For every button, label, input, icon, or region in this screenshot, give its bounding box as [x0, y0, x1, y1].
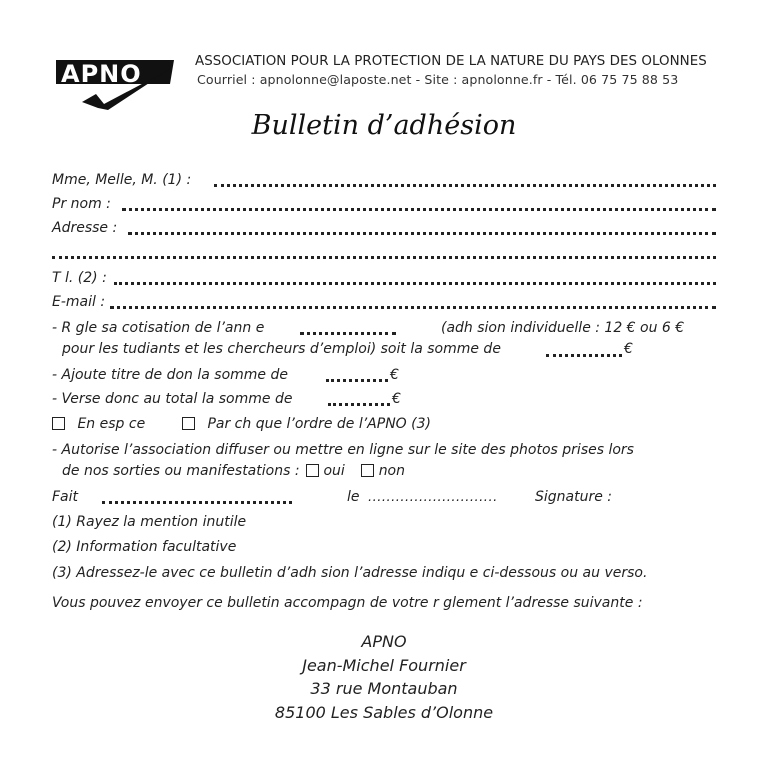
note-2: (2) Information facultative — [52, 539, 237, 555]
cotisation-amount-field[interactable] — [546, 354, 622, 357]
don-amount-field[interactable] — [326, 379, 388, 382]
address-field-line1[interactable] — [128, 232, 716, 235]
fait-label: Fait — [52, 489, 79, 505]
consent-yes-checkbox[interactable] — [306, 464, 319, 477]
cotisation-note: (adh sion individuelle : 12 € ou 6 € — [441, 320, 685, 336]
le-label: le — [347, 489, 360, 505]
email-label: E-mail : — [52, 294, 106, 310]
email-field[interactable] — [110, 306, 716, 309]
note-1: (1) Rayez la mention inutile — [52, 514, 247, 530]
cotisation-label: - R gle sa cotisation de l’ann e — [52, 320, 265, 336]
consent-line1: - Autorise l’association diffuser ou mettre en ligne sur le site des photos prises lors — [52, 442, 634, 458]
phone-field[interactable] — [114, 282, 716, 285]
address-field-line2[interactable] — [52, 256, 716, 259]
send-instruction: Vous pouvez envoyer ce bulletin accompagn de votre r glement l’adresse suivante : — [52, 595, 643, 611]
consent-yes-label: oui — [323, 463, 345, 479]
firstname-label: Pr nom : — [52, 196, 111, 212]
name-field[interactable] — [214, 184, 716, 187]
address-label: Adresse : — [52, 220, 118, 236]
don-label: - Ajoute titre de don la somme de — [52, 367, 288, 383]
name-label: Mme, Melle, M. (1) : — [52, 172, 192, 188]
euro-sign: € — [390, 367, 399, 383]
phone-label: T l. (2) : — [52, 270, 107, 286]
signature-label: Signature : — [535, 489, 613, 505]
address-city: 85100 Les Sables d’Olonne — [274, 703, 494, 722]
check-label: Par ch que l’ordre de l’APNO (3) — [207, 416, 431, 432]
firstname-field[interactable] — [122, 208, 716, 211]
consent-no-checkbox[interactable] — [361, 464, 374, 477]
fait-place-field[interactable] — [102, 501, 292, 504]
consent-no-label: non — [378, 463, 405, 479]
note-3: (3) Adressez-le avec ce bulletin d’adh sion l’adresse indiqu e ci-dessous ou au verso. — [52, 565, 648, 581]
year-field[interactable] — [300, 332, 396, 335]
cash-label: En esp ce — [77, 416, 146, 432]
address-street: 33 rue Montauban — [310, 679, 458, 698]
apno-logo — [52, 54, 178, 110]
org-name: ASSOCIATION POUR LA PROTECTION DE LA NATURE DU PAYS DES OLONNES — [195, 54, 707, 69]
contact-line: Courriel : apnolonne@laposte.net - Site : apnolonne.fr - Tél. 06 75 75 88 53 — [197, 72, 679, 87]
check-checkbox[interactable] — [182, 417, 195, 430]
total-amount-field[interactable] — [328, 403, 390, 406]
euro-sign: € — [392, 391, 401, 407]
consent-line2: de nos sorties ou manifestations : — [62, 463, 300, 479]
cotisation-amount-label: pour les tudiants et les chercheurs d’emploi) soit la somme de — [62, 341, 501, 357]
address-org: APNO — [361, 632, 407, 651]
form-title: Bulletin d’adhésion — [251, 110, 517, 141]
date-field[interactable]: ............................ — [368, 490, 498, 505]
address-name: Jean-Michel Fournier — [302, 656, 466, 675]
euro-sign: € — [624, 341, 633, 357]
logo-text: APNO — [61, 60, 142, 88]
cash-checkbox[interactable] — [52, 417, 65, 430]
total-label: - Verse donc au total la somme de — [52, 391, 293, 407]
